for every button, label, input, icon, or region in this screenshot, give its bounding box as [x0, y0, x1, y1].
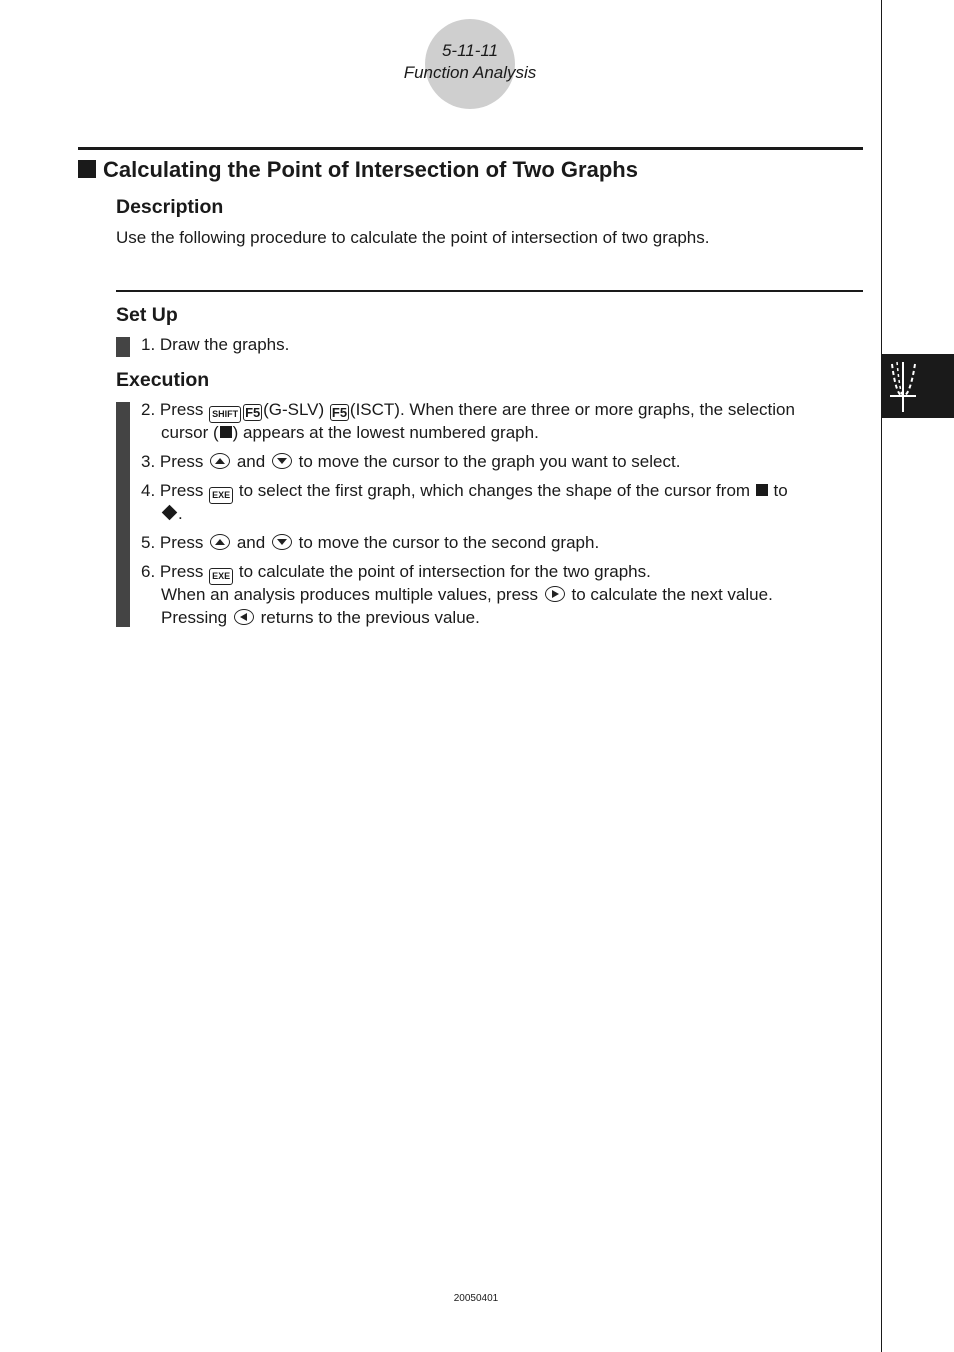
- step-2-line-2: cursor ( ) appears at the lowest numbered graph.: [161, 423, 539, 442]
- setup-step-1: 1. Draw the graphs.: [141, 335, 290, 354]
- step-4-line-2: .: [161, 503, 183, 525]
- step-3: 3. Press and to move the cursor to the graph you want to select.: [141, 452, 681, 471]
- chapter-tab: [882, 354, 954, 418]
- square-cursor-icon: [220, 426, 232, 438]
- shift-key-icon: SHIFT: [209, 406, 241, 423]
- exe-key-icon: EXE: [209, 568, 233, 585]
- diamond-cursor-icon: [162, 505, 178, 521]
- section-name: Function Analysis: [403, 63, 537, 82]
- setup-rule: [116, 290, 863, 292]
- step-5: 5. Press and to move the cursor to the second graph.: [141, 533, 600, 552]
- step-4-line-1: 4. Press EXE to select the first graph, which changes the shape of the cursor from to: [141, 480, 788, 504]
- page-number: 5-11-11: [441, 41, 499, 60]
- footer-code: 20050401: [453, 1293, 499, 1304]
- description-text: Use the following procedure to calculate the point of intersection of two graphs.: [116, 228, 710, 247]
- up-arrow-key-icon: [210, 534, 230, 550]
- setup-bar: [116, 337, 130, 357]
- left-arrow-key-icon: [234, 609, 254, 625]
- square-bullet-icon: [78, 160, 96, 178]
- square-cursor-icon: [756, 484, 768, 496]
- f5-key-icon: F5: [245, 405, 261, 420]
- up-arrow-key-icon: [210, 453, 230, 469]
- execution-bar: [116, 402, 130, 627]
- description-heading: Description: [116, 196, 224, 218]
- down-arrow-key-icon: [272, 453, 292, 469]
- step-6-line-1: 6. Press EXE to calculate the point of intersection for the two graphs.: [141, 561, 651, 585]
- f5-key-icon: F5: [331, 405, 348, 420]
- setup-heading: Set Up: [116, 304, 178, 326]
- right-arrow-key-icon: [545, 586, 565, 602]
- section-title-text: Calculating the Point of Intersection of Two Graphs: [103, 157, 638, 182]
- step-6-line-2: When an analysis produces multiple values, press to calculate the next value.: [161, 585, 773, 604]
- down-arrow-key-icon: [272, 534, 292, 550]
- exe-key-icon: EXE: [209, 487, 233, 504]
- graph-function-icon: [882, 354, 954, 418]
- page-right-rule: [881, 0, 882, 1352]
- step-2-line-1: 2. Press SHIFT F5 (G-SLV) F5 (ISCT). When there are three or more graphs, the selection: [141, 399, 795, 423]
- execution-heading: Execution: [116, 369, 210, 391]
- section-title: [78, 157, 638, 183]
- step-6-line-3: Pressing returns to the previous value.: [161, 608, 480, 627]
- section-top-rule: [78, 147, 863, 150]
